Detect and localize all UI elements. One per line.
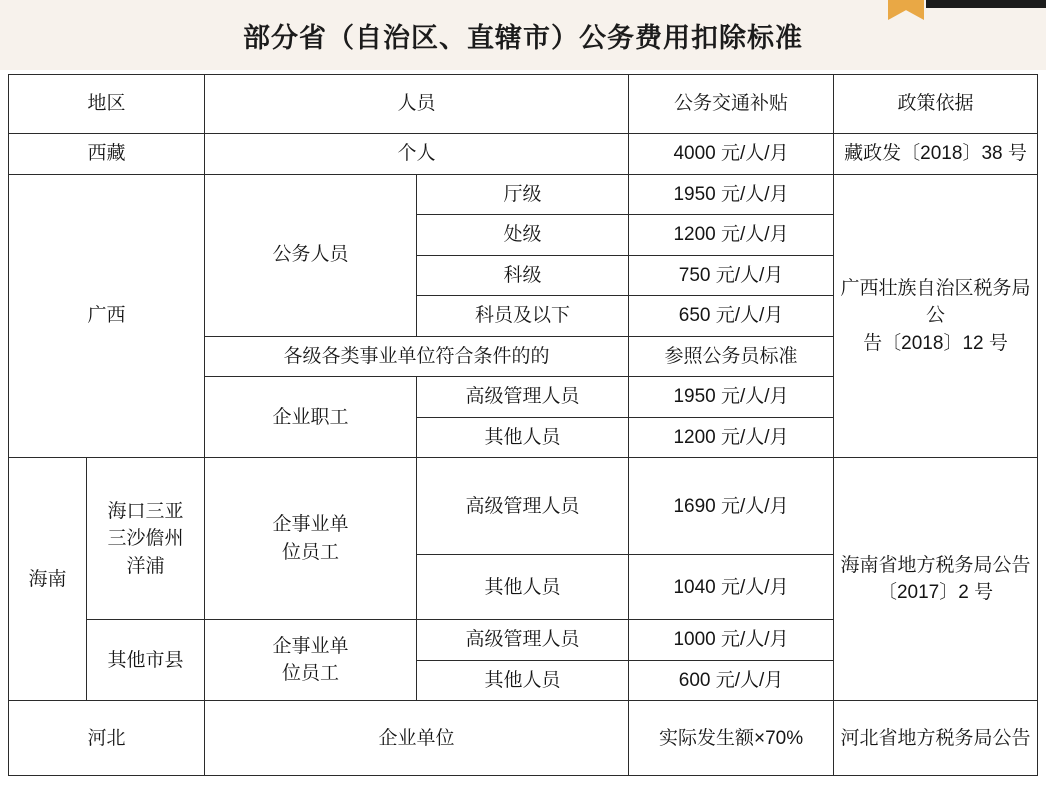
person-hebei: 企业单位	[205, 701, 629, 776]
level-label: 其他人员	[417, 660, 629, 701]
column-header-policy: 政策依据	[834, 75, 1038, 134]
person-xizang: 个人	[205, 134, 629, 175]
subsidy-value: 1000 元/人/月	[629, 620, 834, 661]
subsidy-value: 1200 元/人/月	[629, 215, 834, 256]
subsidy-hebei: 实际发生额×70%	[629, 701, 834, 776]
group-guangxi-institutions: 各级各类事业单位符合条件的的	[205, 336, 629, 377]
region-hebei: 河北	[9, 701, 205, 776]
level-label: 处级	[417, 215, 629, 256]
group-guangxi-enterprise: 企业职工	[205, 377, 417, 458]
level-label: 高级管理人员	[417, 377, 629, 418]
table-row	[9, 134, 1038, 175]
table-row	[9, 174, 1038, 215]
policy-xizang: 藏政发〔2018〕38 号	[834, 134, 1038, 175]
policy-line-2: 〔2017〕2 号	[877, 582, 994, 604]
table-row	[9, 701, 1038, 776]
subsidy-value: 1950 元/人/月	[629, 377, 834, 418]
page-title: 部分省（自治区、直辖市）公务费用扣除标准	[243, 23, 803, 53]
standards-table-container	[8, 74, 1038, 776]
area-line-2: 三沙儋州	[107, 528, 184, 550]
group-line-2: 位员工	[282, 663, 340, 685]
area-hainan-cities	[87, 458, 205, 620]
subsidy-xizang: 4000 元/人/月	[629, 134, 834, 175]
policy-line-1: 海南省地方税务局公告	[840, 554, 1031, 576]
region-hainan: 海南	[9, 458, 87, 701]
level-label: 厅级	[417, 174, 629, 215]
subsidy-value: 1690 元/人/月	[629, 458, 834, 555]
standards-table	[8, 74, 1038, 776]
table-header-row	[9, 75, 1038, 134]
group-line-1: 企事业单	[272, 635, 349, 657]
region-guangxi: 广西	[9, 174, 205, 458]
group-hainan-enterprise-2	[205, 620, 417, 701]
policy-line-1: 广西壮族自治区税务局公	[840, 277, 1031, 327]
column-header-region: 地区	[9, 75, 205, 134]
policy-guangxi	[834, 174, 1038, 458]
column-header-person: 人员	[205, 75, 629, 134]
level-label: 其他人员	[417, 555, 629, 620]
table-row	[9, 458, 1038, 555]
subsidy-value: 650 元/人/月	[629, 296, 834, 337]
subsidy-value: 750 元/人/月	[629, 255, 834, 296]
subsidy-value: 600 元/人/月	[629, 660, 834, 701]
area-line-3: 洋浦	[126, 555, 165, 577]
group-line-2: 位员工	[282, 541, 340, 563]
subsidy-value: 1200 元/人/月	[629, 417, 834, 458]
policy-line-2: 告〔2018〕12 号	[863, 332, 1008, 354]
level-label: 科员及以下	[417, 296, 629, 337]
level-label: 科级	[417, 255, 629, 296]
corner-bar-decoration	[926, 0, 1046, 8]
subsidy-value: 参照公务员标准	[629, 336, 834, 377]
region-xizang: 西藏	[9, 134, 205, 175]
area-hainan-other: 其他市县	[87, 620, 205, 701]
policy-hebei: 河北省地方税务局公告	[834, 701, 1038, 776]
group-hainan-enterprise-1	[205, 458, 417, 620]
area-line-1: 海口三亚	[107, 500, 184, 522]
level-label: 高级管理人员	[417, 620, 629, 661]
subsidy-value: 1040 元/人/月	[629, 555, 834, 620]
level-label: 高级管理人员	[417, 458, 629, 555]
group-guangxi-civil: 公务人员	[205, 174, 417, 336]
column-header-subsidy: 公务交通补贴	[629, 75, 834, 134]
level-label: 其他人员	[417, 417, 629, 458]
group-line-1: 企事业单	[272, 514, 349, 536]
subsidy-value: 1950 元/人/月	[629, 174, 834, 215]
policy-hainan	[834, 458, 1038, 701]
